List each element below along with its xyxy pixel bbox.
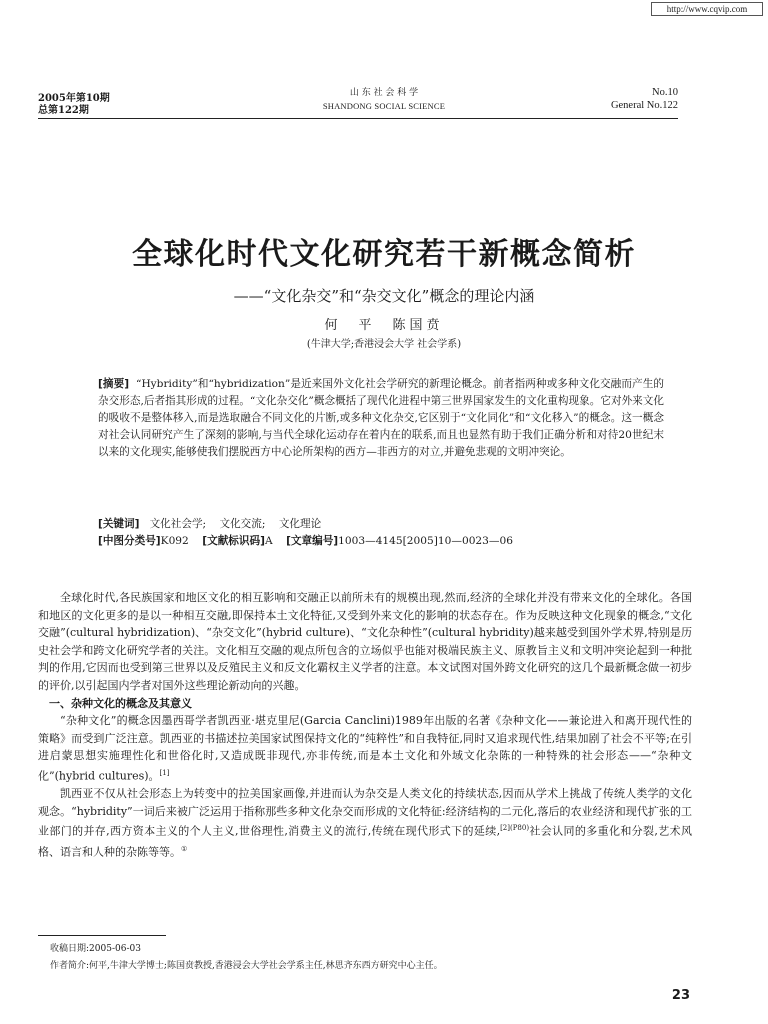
received-date-line [50, 941, 690, 958]
footnotes [50, 941, 690, 975]
footnote-marker: ① [181, 844, 188, 853]
classification-line [98, 533, 664, 550]
author-bio-line [50, 958, 690, 975]
source-watermark[interactable]: http://www.cqvip.com [651, 2, 763, 16]
body-paragraph [38, 712, 692, 785]
body-paragraph [38, 785, 692, 861]
journal-name-cn: 山 东 社 会 科 学 [349, 88, 419, 98]
clc-value: K092 [160, 535, 189, 547]
author-bio-text: 何平,牛津大学博士;陈国贲教授,香港浸会大学社会学系主任,林思齐东西方研究中心主任。 [89, 961, 443, 971]
article-no-label: [文章编号] [286, 535, 339, 547]
author-affiliation: (牛津大学;香港浸会大学 社会学系) [306, 339, 462, 350]
article-body [38, 589, 692, 861]
issue-total-number: 总第122期 [38, 105, 89, 116]
abstract-text: “Hybridity”和“hybridization”是近来国外文化社会学研究的新理论概念。前者指两种或多种文化交融而产生的杂交形态,后者指其形成的过程。“文化杂交化”概念概括了现代化进程中第三世界国家发生的文化重构现象。它对外来文化的吸收不是整体移入,而是选取融合不同文化的片断,或多种文化杂交,它区别于“文化同化”和“文化移入”的概念。这一概念对社会认同研究产生了深刻的影响,与当代全球化运动存在着内在的联系,而且也显然有助于我们正确分析和对待20世纪末以来的文化现实,能够使我们摆脱西方中心论所架构的西方—非西方的对立,并避免悲观的文明冲突论。 [98, 378, 664, 458]
section-heading: 一、杂种文化的概念及其意义 [49, 696, 192, 710]
abstract [98, 376, 664, 461]
keyword-item: 文化交流; [219, 518, 266, 530]
clc-label: [中图分类号] [98, 535, 161, 547]
footnote-rule [38, 935, 166, 936]
issue-year-number: 2005年第10期 [38, 93, 110, 104]
issue-no: No.10 [652, 87, 678, 98]
article-title: 全球化时代文化研究若干新概念简析 [132, 237, 636, 272]
received-date: 2005-06-03 [89, 944, 141, 954]
citation-ref: [2](P80) [500, 824, 530, 833]
paragraph-text: “杂种文化”的概念因墨西哥学者凯西亚·堪克里尼(Garcia Canclini)1989年出版的名著《杂种文化——兼论进入和离开现代性的策略》而受到广泛注意。凯西亚的书描述拉美国家试图保持文化的“纯粹性”和自我特征,同时又追求现代性,结果加剧了社会不平等;在引进启蒙思想实施理性化和世俗化时,又造成既非现代,亦非传统,而是本土文化和外域文化杂陈的一种特殊的社会形态——“杂种文化”(hybrid cultures)。 [38, 714, 692, 783]
general-no: General No.122 [610, 100, 678, 111]
page-number: 23 [671, 988, 690, 1003]
journal-name-en: SHANDONG SOCIAL SCIENCE [322, 101, 446, 111]
article-authors: 何 平 陈国贲 [324, 318, 444, 333]
keywords-label: [关键词] [98, 518, 140, 530]
doc-code-value: A [264, 535, 273, 547]
paragraph-text: 社会认同的多重化和分裂,艺术风格、语言和人种的杂陈等等。 [38, 825, 692, 859]
author-bio-label: 作者简介: [50, 961, 90, 971]
paragraph-text: 凯西亚不仅从社会形态上为转变中的拉美国家画像,并进而认为杂交是人类文化的持续状态,因而从学术上挑战了传统人类学的文化观念。“hybridity”一词后来被广泛运用于指称那些多种文化杂交而形成的文化特征:经济结构的二元化,落后的农业经济和现代扩张的工业部门的并存,西方资本主义的个人主义,世俗理性,消费主义的流行,传统在现代形式下的延续, [38, 787, 692, 839]
journal-issue [38, 93, 110, 117]
doc-code-label: [文献标识码] [202, 535, 265, 547]
article-subtitle: ——“文化杂交”和“杂交文化”概念的理论内涵 [233, 287, 535, 305]
keywords [98, 516, 664, 533]
journal-number [560, 86, 678, 112]
citation-ref: [1] [159, 768, 170, 777]
journal-name [250, 87, 518, 113]
abstract-label: [摘要] [98, 378, 130, 390]
keyword-item: 文化理论 [278, 518, 322, 530]
body-paragraph: 全球化时代,各民族国家和地区文化的相互影响和交融正以前所未有的规模出现,然而,经济的全球化并没有带来文化的全球化。各国和地区的文化更多的是以一种相互交融,即保持本土文化特征,又受到外来文化的影响的状态存在。作为反映这种文化现象的概念,“文化交融”(cultural hybridization)、“杂交文化”(hybrid culture)、“文化杂种性”(cultural hybridity)越来越受到国外学术界,特别是历史社会学和跨文化研究学者的关注。文化相互交融的观点所包含的立场似乎也能对极端民族主义、原教旨主义和文明冲突论起到一种批判的作用,它因而也受到第三世界以及反殖民主义和反文化霸权主义学者的注意。本文试图对国外跨文化研究的这几个最新概念做一初步的评价,以引起国内学者对国外这些理论新动向的兴趣。 [38, 591, 692, 692]
received-label: 收稿日期: [50, 944, 90, 954]
keyword-item: 文化社会学; [149, 518, 207, 530]
article-no-value: 1003—4145[2005]10—0023—06 [338, 535, 513, 547]
header-rule [38, 118, 678, 119]
